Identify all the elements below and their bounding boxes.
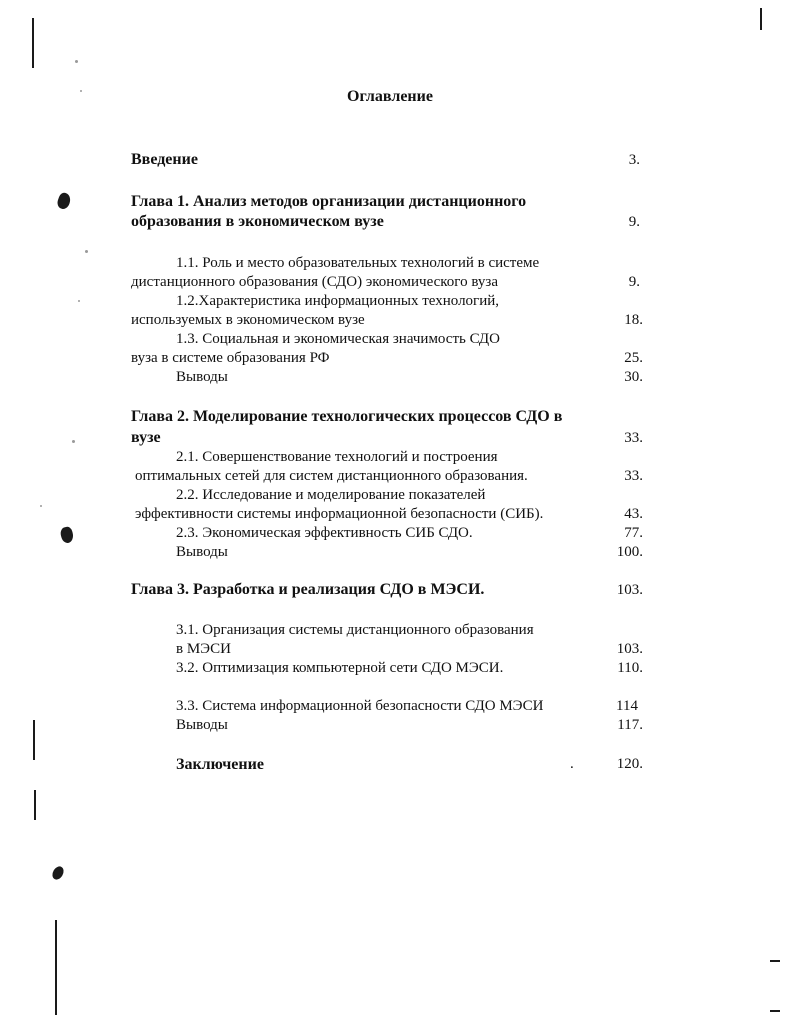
toc-section-1-3: 1.3. Социальная и экономическая значимость СДО: [176, 331, 500, 347]
toc-section-1-1-cont: дистанционного образования (СДО) экономического вуза: [131, 274, 498, 290]
scan-edge-line-left: [33, 720, 35, 760]
toc-chapter-2-title: Глава 2. Моделирование технологических процессов СДО в: [131, 408, 563, 425]
scan-edge-line-right: [760, 8, 762, 30]
toc-section-2-1-page: 33.: [624, 468, 643, 484]
toc-chapter-3-conclusions: Выводы: [176, 717, 228, 733]
toc-chapter-1-page: 9.: [628, 214, 640, 230]
toc-section-2-3-page: 77.: [624, 525, 643, 541]
toc-section-3-1-cont: в МЭСИ: [176, 641, 231, 657]
hole-punch-mark-1: [56, 191, 73, 210]
toc-chapter-3-title: Глава 3. Разработка и реализация СДО в МЭСИ.: [131, 581, 485, 598]
toc-section-1-2: 1.2.Характеристика информационных технологий,: [176, 293, 500, 309]
toc-section-1-2-cont: используемых в экономическом вузе: [131, 312, 365, 328]
scan-edge-line-top: [32, 18, 34, 68]
scan-edge-line-right-2: [770, 960, 780, 962]
toc-section-3-3-page: 114: [616, 698, 638, 714]
toc-chapter-3-page: 103.: [616, 582, 643, 598]
toc-section-2-2: 2.2. Исследование и моделирование показателей: [176, 487, 486, 503]
hole-punch-mark-3: [50, 864, 66, 881]
toc-section-3-1-page: 103.: [616, 641, 643, 657]
toc-chapter-3-conclusions-page: 117.: [617, 717, 643, 733]
toc-section-3-3: 3.3. Система информационной безопасности СДО МЭСИ: [176, 698, 544, 714]
toc-chapter-2-title-cont: вузе: [131, 429, 161, 446]
toc-chapter-1-conclusions: Выводы: [176, 369, 228, 385]
toc-section-1-3-cont: вуза в системе образования РФ: [131, 350, 330, 366]
toc-section-1-3-page: 25.: [624, 350, 643, 366]
page-title: Оглавление: [347, 88, 433, 105]
toc-final: Заключение: [176, 756, 264, 773]
toc-section-3-1: 3.1. Организация системы дистанционного образования: [176, 622, 534, 638]
toc-section-2-2-page: 43.: [624, 506, 643, 522]
toc-section-1-1-page: 9.: [628, 274, 640, 290]
toc-section-1-2-page: 18.: [624, 312, 643, 328]
scan-edge-line-left-2: [34, 790, 36, 820]
hole-punch-mark-2: [59, 526, 75, 545]
toc-intro: Введение: [131, 151, 198, 168]
scan-edge-line-right-3: [770, 1010, 780, 1012]
toc-section-2-1-cont: оптимальных сетей для систем дистанционного образования.: [135, 468, 528, 484]
scan-speck: [40, 505, 42, 507]
toc-section-2-2-cont: эффективности системы информационной безопасности (СИБ).: [135, 506, 544, 522]
toc-chapter-1-title: Глава 1. Анализ методов организации дистанционного: [131, 193, 527, 210]
toc-chapter-2-conclusions-page: 100.: [616, 544, 643, 560]
toc-section-2-3: 2.3. Экономическая эффективность СИБ СДО.: [176, 525, 473, 541]
toc-chapter-1-conclusions-page: 30.: [624, 369, 643, 385]
scan-speck: [85, 250, 88, 253]
toc-intro-page: 3.: [628, 152, 640, 168]
scan-speck: [75, 60, 78, 63]
toc-section-3-2-page: 110.: [617, 660, 643, 676]
toc-chapter-2-conclusions: Выводы: [176, 544, 228, 560]
toc-final-page: 120.: [616, 756, 643, 772]
toc-section-3-2: 3.2. Оптимизация компьютерной сети СДО МЭСИ.: [176, 660, 504, 676]
toc-chapter-1-title-cont: образования в экономическом вузе: [131, 213, 384, 230]
scan-speck: [72, 440, 75, 443]
toc-final-dot: .: [570, 756, 574, 772]
toc-section-1-1: 1.1. Роль и место образовательных технологий в системе: [176, 255, 540, 271]
toc-chapter-2-page: 33.: [624, 430, 643, 446]
toc-section-2-1: 2.1. Совершенствование технологий и построения: [176, 449, 498, 465]
scan-edge-line-bottom: [55, 920, 57, 1015]
scan-speck: [78, 300, 80, 302]
